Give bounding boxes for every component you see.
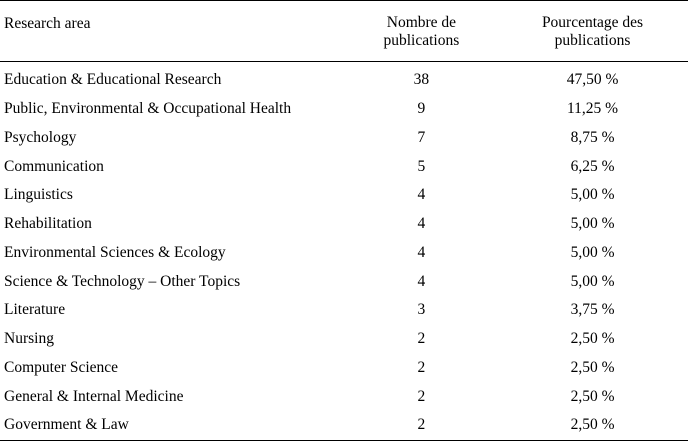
cell-publication-percentage: 2,50 % [570, 330, 615, 348]
cell-publication-percentage: 5,00 % [570, 186, 615, 204]
cell-research-area: Psychology [4, 128, 77, 146]
cell-research-area: Education & Educational Research [4, 71, 222, 89]
header-pct-line2: publications [554, 32, 631, 49]
table-row [0, 267, 688, 296]
cell-publication-percentage: 47,50 % [566, 71, 619, 89]
table-row [0, 181, 688, 210]
cell-research-area: Environmental Sciences & Ecology [4, 243, 226, 261]
cell-research-area: Literature [4, 301, 66, 319]
cell-research-area: Science & Technology – Other Topics [4, 272, 241, 290]
table-row [0, 210, 688, 239]
cell-publication-percentage: 5,00 % [570, 215, 615, 233]
cell-publication-count: 2 [417, 387, 426, 405]
cell-publication-count: 4 [417, 186, 426, 204]
header-row [0, 1, 688, 62]
table-row [0, 354, 688, 383]
cell-publication-percentage: 8,75 % [570, 128, 615, 146]
table-row [0, 124, 688, 153]
cell-publication-count: 4 [417, 243, 426, 261]
header-pct-line1: Pourcentage des [541, 14, 644, 31]
cell-publication-percentage: 2,50 % [570, 387, 615, 405]
cell-research-area: Government & Law [4, 416, 129, 434]
table-row [0, 152, 688, 181]
cell-publication-count: 5 [417, 157, 426, 175]
cell-publication-percentage: 3,75 % [570, 301, 615, 319]
header-publication-count [346, 1, 497, 62]
cell-publication-count: 4 [417, 215, 426, 233]
table-row [0, 95, 688, 124]
table-body [0, 62, 688, 441]
table-row [0, 62, 688, 95]
cell-publication-count: 2 [417, 416, 426, 434]
cell-research-area: Rehabilitation [4, 215, 92, 233]
table-row [0, 382, 688, 411]
cell-publication-count: 3 [417, 301, 426, 319]
cell-research-area: Linguistics [4, 186, 73, 204]
cell-research-area: General & Internal Medicine [4, 387, 184, 405]
cell-publication-count: 2 [417, 358, 426, 376]
cell-publication-percentage: 11,25 % [566, 100, 619, 118]
cell-research-area: Computer Science [4, 358, 119, 376]
table-row [0, 325, 688, 354]
header-count-line2: publications [383, 32, 460, 49]
table-row [0, 296, 688, 325]
cell-publication-percentage: 2,50 % [570, 416, 615, 434]
cell-research-area: Communication [4, 157, 104, 175]
cell-publication-percentage: 6,25 % [570, 157, 615, 175]
cell-publication-count: 4 [417, 272, 426, 290]
table-header [0, 1, 688, 62]
cell-publication-percentage: 5,00 % [570, 243, 615, 261]
cell-publication-count: 2 [417, 330, 426, 348]
cell-publication-percentage: 2,50 % [570, 358, 615, 376]
cell-publication-percentage: 5,00 % [570, 272, 615, 290]
cell-research-area: Public, Environmental & Occupational Health [4, 100, 292, 118]
header-publication-percentage [497, 1, 688, 62]
cell-research-area: Nursing [4, 330, 54, 348]
cell-publication-count: 38 [413, 71, 430, 89]
table-row [0, 239, 688, 268]
table-row [0, 411, 688, 440]
cell-publication-count: 9 [417, 100, 426, 118]
cell-publication-count: 7 [417, 128, 426, 146]
header-research-area: Research area [4, 15, 91, 32]
header-count-line1: Nombre de [386, 14, 457, 31]
